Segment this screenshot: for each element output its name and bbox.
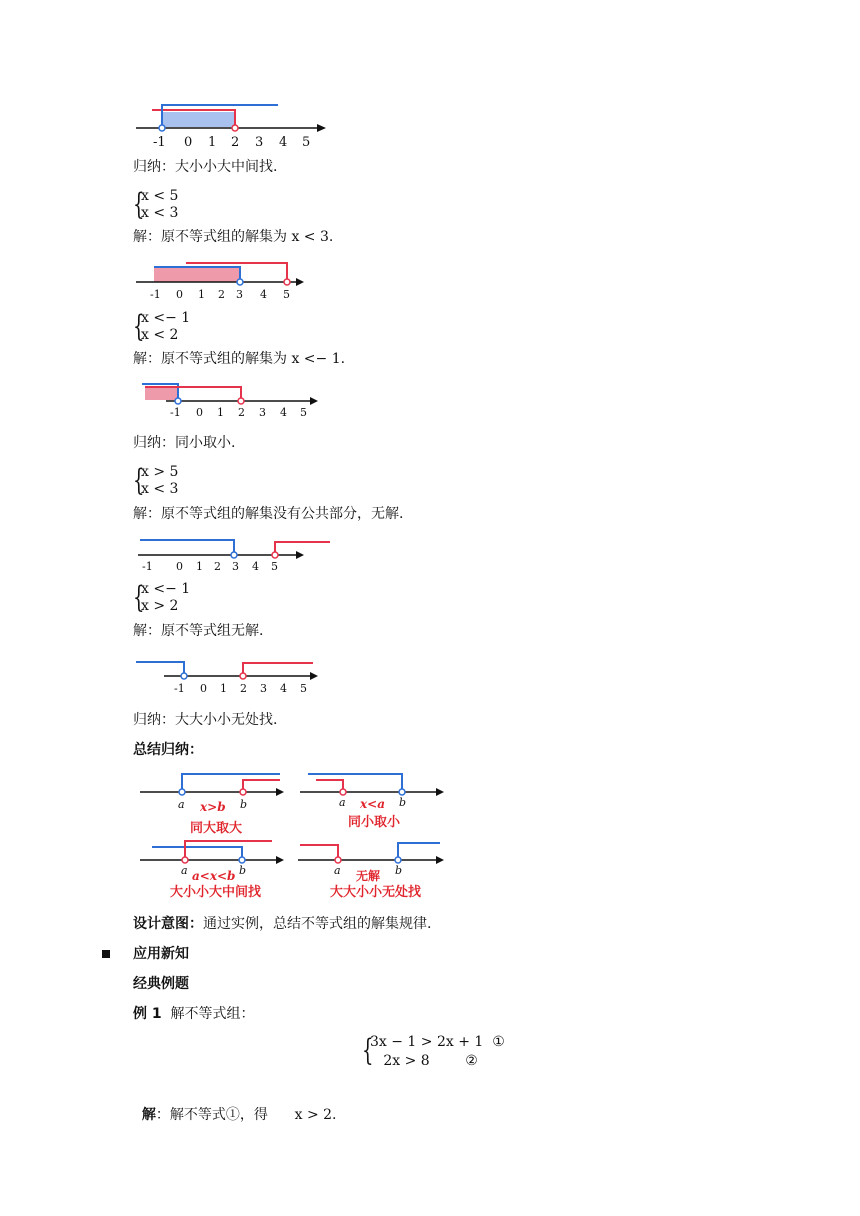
rule-diagram-no-solution [294, 836, 450, 902]
bullet-square [102, 950, 110, 958]
tick-label: 4 [252, 560, 259, 573]
tick-label: 2 [214, 560, 221, 573]
open-point-2 [240, 673, 246, 679]
tick-label: 4 [280, 406, 287, 419]
design-intent-label: 设计意图： [133, 916, 203, 932]
label-b: b [395, 864, 403, 877]
example-text: 解不等式组： [170, 1006, 255, 1022]
solution-text: ：解不等式①，得 x > 2. [155, 1107, 337, 1123]
open-point-minus1 [181, 673, 187, 679]
inequality-row: x < 3 [141, 481, 179, 497]
solution-label: 解 [141, 1107, 156, 1123]
tick-label: 0 [176, 288, 183, 301]
inequality-row: x < 2 [141, 327, 179, 343]
tick-label: -1 [170, 406, 181, 419]
label-a: a [181, 864, 188, 877]
label-a: a [339, 796, 346, 809]
inequality-row: 2x > 8 ② [370, 1053, 478, 1069]
tick-label: 3 [259, 406, 266, 419]
tick-label: 5 [300, 682, 307, 695]
tick-label: -1 [150, 288, 161, 301]
axis-arrow [296, 551, 304, 559]
summary-line: 归纳：同小取小. [133, 435, 236, 451]
number-line-1 [130, 98, 340, 152]
blue-interval [140, 540, 234, 555]
solution-line [133, 1088, 337, 1124]
open-point-3 [231, 552, 237, 558]
blue-interval [182, 774, 280, 792]
blue-interval [398, 843, 440, 860]
point-b [240, 789, 246, 795]
brace: { [362, 1033, 374, 1068]
brace: { [133, 187, 145, 222]
point-a [340, 789, 346, 795]
red-interval [300, 845, 338, 860]
tick-label: 0 [184, 135, 193, 150]
inequality-system [133, 581, 213, 615]
label-b: b [240, 798, 248, 811]
rule-diagram-small-small [298, 766, 448, 832]
axis-arrow [436, 856, 444, 864]
tick-label: 4 [279, 135, 288, 150]
axis-arrow [276, 856, 284, 864]
design-intent-text: 通过实例，总结不等式组的解集规律. [203, 916, 432, 932]
inequality-row: x > 5 [141, 464, 179, 480]
tick-label: 1 [196, 560, 203, 573]
axis-arrow [296, 278, 304, 286]
subheading: 经典例题 [133, 976, 189, 992]
open-point-2 [238, 398, 244, 404]
label-b: b [399, 796, 407, 809]
open-point-5 [272, 552, 278, 558]
tick-label: 2 [240, 682, 247, 695]
tick-label: 1 [220, 682, 227, 695]
summary-line: 归纳：大大小小无处找. [133, 712, 278, 728]
condition-label: x<a [360, 797, 385, 811]
solution-line: 解：原不等式组的解集为 x < 3. [133, 229, 334, 245]
inequality-row: x <− 1 [141, 581, 191, 597]
number-line-3 [130, 378, 320, 422]
tick-label: 5 [283, 288, 290, 301]
tick-label: 0 [176, 560, 183, 573]
inequality-system [133, 464, 213, 498]
tick-label: 3 [255, 135, 264, 150]
open-point-2 [232, 125, 238, 131]
brace: { [133, 463, 145, 498]
number-line-5 [130, 652, 330, 696]
example-line [133, 1005, 255, 1023]
tick-label: -1 [174, 682, 185, 695]
condition-label: a<x<b [192, 869, 236, 883]
axis-arrow [276, 788, 284, 796]
inequality-row: x > 2 [141, 598, 179, 614]
red-interval [185, 841, 272, 860]
tick-label: -1 [142, 560, 153, 573]
tick-label: 5 [271, 560, 278, 573]
tick-label: 3 [260, 682, 267, 695]
summary-title: 总结归纳： [133, 742, 203, 758]
tick-label: -1 [153, 135, 166, 150]
brace: { [133, 309, 145, 344]
brace: { [133, 580, 145, 615]
tick-label: 5 [300, 406, 307, 419]
solution-shade [162, 112, 235, 127]
blue-interval [308, 774, 402, 792]
rule-label: 大小小大中间找 [170, 885, 262, 900]
point-a [335, 857, 341, 863]
solution-line: 解：原不等式组的解集没有公共部分，无解. [133, 506, 404, 522]
point-b [395, 857, 401, 863]
solution-shade [154, 267, 240, 282]
axis-arrow [310, 397, 318, 405]
tick-label: 4 [280, 682, 287, 695]
number-line-4 [130, 534, 340, 574]
summary-line: 归纳：大小小大中间找. [133, 159, 278, 175]
rule-diagram-big-big [138, 766, 288, 838]
solution-line: 解：原不等式组无解. [133, 623, 264, 639]
tick-label: 3 [232, 560, 239, 573]
solution-shade [145, 386, 178, 400]
axis-arrow [317, 124, 326, 132]
blue-interval [136, 662, 184, 676]
rule-diagram-between [138, 836, 288, 902]
rule-label: 同小取小 [348, 815, 401, 830]
blue-interval [152, 847, 242, 860]
red-interval [275, 542, 330, 555]
axis-arrow [310, 672, 318, 680]
inequality-row: x < 3 [141, 205, 179, 221]
tick-label: 2 [218, 288, 225, 301]
tick-label: 0 [200, 682, 207, 695]
red-interval [316, 780, 343, 792]
condition-label: x>b [200, 800, 226, 814]
tick-label: 1 [198, 288, 205, 301]
tick-label: 0 [196, 406, 203, 419]
point-b [399, 789, 405, 795]
point-a [179, 789, 185, 795]
solution-line: 解：原不等式组的解集为 x <− 1. [133, 351, 346, 367]
inequality-system [133, 188, 213, 222]
tick-label: 1 [208, 135, 217, 150]
inequality-row: x <− 1 [141, 310, 191, 326]
label-a: a [178, 798, 185, 811]
point-b [239, 857, 245, 863]
red-interval [243, 663, 313, 676]
point-a [182, 857, 188, 863]
section-heading: 应用新知 [133, 946, 189, 962]
inequality-row: 3x − 1 > 2x + 1 ① [370, 1034, 505, 1050]
design-intent [133, 915, 431, 933]
red-interval [243, 780, 280, 792]
open-point-minus1 [159, 125, 165, 131]
rule-label: 同大取大 [190, 821, 243, 836]
label-b: b [239, 864, 247, 877]
example-label: 例 1 [133, 1006, 162, 1022]
example-system [362, 1034, 532, 1070]
open-point-minus1 [175, 398, 181, 404]
tick-label: 1 [217, 406, 224, 419]
inequality-row: x < 5 [141, 188, 179, 204]
inequality-system [133, 310, 213, 344]
tick-label: 2 [231, 135, 240, 150]
tick-label: 2 [238, 406, 245, 419]
tick-label: 5 [302, 135, 311, 150]
open-point-5 [284, 279, 290, 285]
condition-label: 无解 [356, 869, 381, 883]
tick-label: 3 [236, 288, 243, 301]
axis-arrow [436, 788, 444, 796]
rule-label: 大大小小无处找 [330, 885, 422, 900]
open-point-3 [237, 279, 243, 285]
label-a: a [334, 864, 341, 877]
number-line-2 [130, 258, 310, 304]
tick-label: 4 [260, 288, 267, 301]
